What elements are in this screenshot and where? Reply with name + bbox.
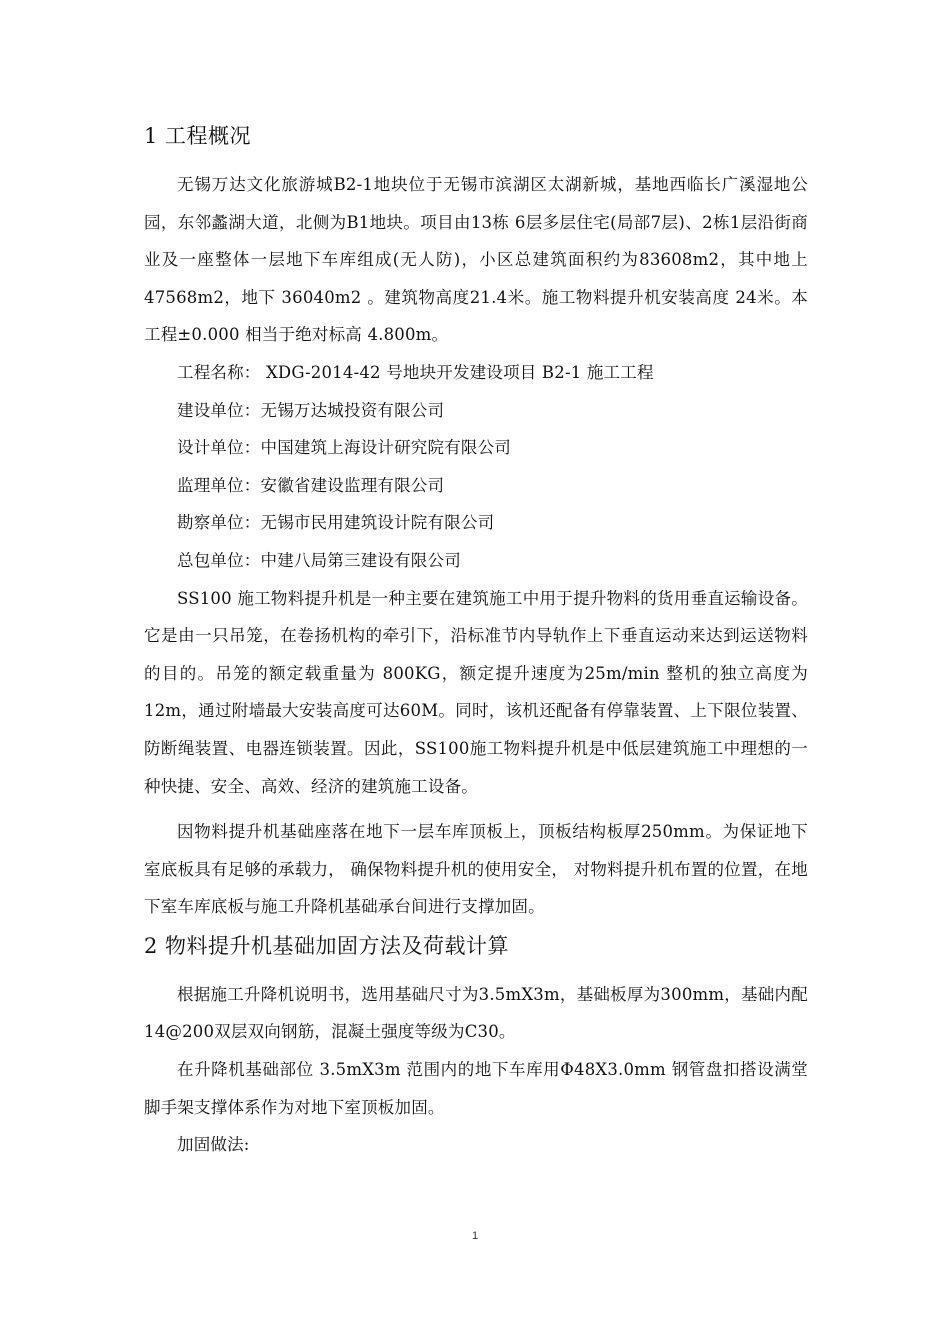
paragraph-survey-unit: 勘察单位：无锡市民用建筑设计院有限公司 — [177, 513, 495, 533]
paragraph-project-name: 工程名称： XDG-2014-42 号地块开发建设项目 B2-1 施工工程 — [177, 362, 654, 382]
paragraph-reinforcement-method: 加固做法: — [177, 1135, 250, 1155]
paragraph-scaffold-support: 在升降机基础部位 3.5mX3m 范围内的地下车库用Φ48X3.0mm 钢管盘扣搭设满堂脚手架支撑体系作为对地下室顶板加固。 — [144, 1060, 808, 1117]
paragraph-foundation-note: 因物料提升机基础座落在地下一层车库顶板上，顶板结构板厚250mm。为保证地下室底板具有足够的承载力， 确保物料提升机的使用安全， 对物料提升机布置的位置，在地下室车库底板与施工升降机基础承台间进行支撑加固。 — [144, 822, 808, 917]
section-heading-reinforcement: 2 物料提升机基础加固方法及荷载计算 — [144, 933, 510, 958]
paragraph-project-intro: 无锡万达文化旅游城B2-1地块位于无锡市滨湖区太湖新城，基地西临长广溪湿地公园，东邻蠡湖大道，北侧为B1地块。项目由13栋 6层多层住宅(局部7层)、2栋1层沿街商业及一座整体一层地下车库组成(无人防)，小区总建筑面积约为83608m2，其中地上 47568m2，地下 36040m2 。建筑物高度21.4米。施工物料提升机安装高度 24米。本工程±0.000 相当于绝对标高 4.800m。 — [144, 175, 808, 345]
paragraph-contractor-unit: 总包单位：中建八局第三建设有限公司 — [177, 550, 461, 570]
paragraph-foundation-size: 根据施工升降机说明书，选用基础尺寸为3.5mX3m，基础板厚为300mm，基础内配14@200双层双向钢筋，混凝土强度等级为C30。 — [144, 984, 808, 1042]
paragraph-design-unit: 设计单位：中国建筑上海设计研究院有限公司 — [177, 438, 511, 458]
paragraph-supervision-unit: 监理单位：安徽省建设监理有限公司 — [177, 475, 445, 495]
page-number: 1 — [471, 1230, 479, 1242]
paragraph-owner-unit: 建设单位：无锡万达城投资有限公司 — [177, 400, 445, 420]
section-heading-overview: 1 工程概况 — [144, 124, 252, 148]
document-body — [144, 116, 808, 1164]
paragraph-hoist-description: SS100 施工物料提升机是一种主要在建筑施工中用于提升物料的货用垂直运输设备。它是由一只吊笼，在卷扬机构的牵引下，沿标准节内导轨作上下垂直运动来达到运送物料的目的。吊笼的额定载重量为 800KG，额定提升速度为25m/min 整机的独立高度为12m，通过附墙最大安装高度可达60M。同时，该机还配备有停靠装置、上下限位装置、防断绳装置、电器连锁装置。因此，SS100施工物料提升机是中低层建筑施工中理想的一种快捷、安全、高效、经济的建筑施工设备。 — [144, 588, 808, 796]
